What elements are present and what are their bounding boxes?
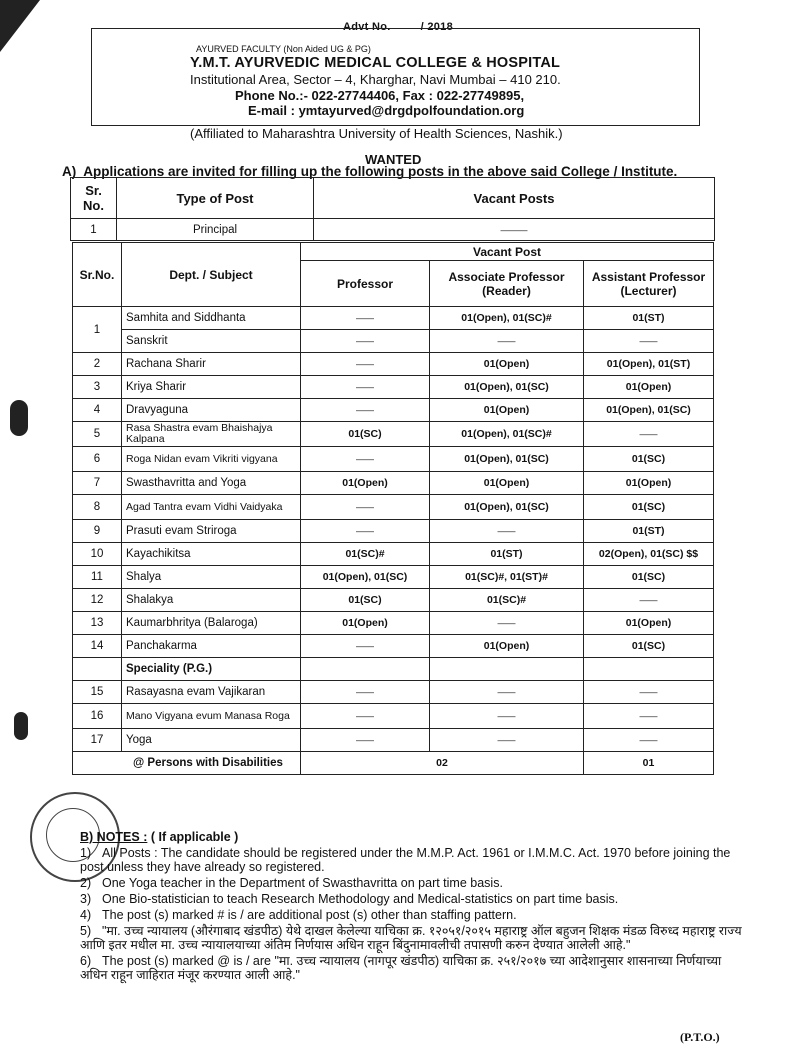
- row-assoc: 01(Open), 01(SC): [430, 376, 584, 399]
- row-asst: [584, 658, 714, 681]
- header-srno: Sr. No.: [71, 178, 117, 219]
- note-text: One Bio-statistician to teach Research Methodology and Medical-statistics on part time basis.: [102, 892, 619, 906]
- row-asst: 01(ST): [584, 307, 714, 330]
- row-dept: Roga Nidan evam Vikriti vigyana: [122, 447, 301, 472]
- note-number: 5): [80, 924, 92, 938]
- row-asst: ——: [584, 704, 714, 729]
- row-asst: 02(Open), 01(SC) $$: [584, 543, 714, 566]
- row-dept: Rasayasna evam Vajikaran: [122, 681, 301, 704]
- header-srno: Sr.No.: [73, 243, 122, 307]
- row-prof: ——: [301, 376, 430, 399]
- pwd-asst: 01: [584, 752, 714, 775]
- row-prof: ——: [301, 330, 430, 353]
- row-prof: ——: [301, 681, 430, 704]
- table-row: [73, 704, 714, 729]
- table-row: [73, 495, 714, 520]
- pwd-row: [73, 752, 714, 775]
- punch-hole-mark: [14, 712, 28, 740]
- note-text: The post (s) marked # is / are additional post (s) other than staffing pattern.: [102, 908, 517, 922]
- row-assoc: 01(Open), 01(SC)#: [430, 422, 584, 447]
- note-text: One Yoga teacher in the Department of Swasthavritta on part time basis.: [102, 876, 503, 890]
- row-asst: 01(Open): [584, 612, 714, 635]
- header-vacant-posts: Vacant Posts: [314, 178, 715, 219]
- row-sr: [73, 658, 122, 681]
- row-prof: 01(SC): [301, 422, 430, 447]
- row-asst: 01(ST): [584, 520, 714, 543]
- note-number: 2): [80, 876, 92, 890]
- note-text: All Posts : The candidate should be registered under the M.M.P. Act. 1961 or I.M.M.C. Act. 1970 before joining the post unless they have already so registered.: [80, 846, 731, 874]
- note-item: [80, 892, 750, 906]
- header-vacant-post: Vacant Post: [301, 243, 714, 261]
- row-sr: 6: [73, 447, 122, 472]
- college-phone: Phone No.:- 022-27744406, Fax : 022-27749895,: [235, 88, 525, 103]
- row-assoc: 01(Open), 01(SC): [430, 495, 584, 520]
- row-dept: Shalya: [122, 566, 301, 589]
- row-prof: ——: [301, 307, 430, 330]
- row-asst: ——: [584, 681, 714, 704]
- row-prof: 01(SC): [301, 589, 430, 612]
- row-dept: Yoga: [122, 729, 301, 752]
- wanted-heading: WANTED: [365, 152, 422, 167]
- table-row: [73, 729, 714, 752]
- row-asst: ——: [584, 589, 714, 612]
- row-prof: 01(Open): [301, 472, 430, 495]
- advt-number: Advt No. / 2018: [343, 21, 454, 33]
- row-asst: 01(SC): [584, 447, 714, 472]
- row-sr: 11: [73, 566, 122, 589]
- row-sr: 15: [73, 681, 122, 704]
- row-sr: 9: [73, 520, 122, 543]
- note-number: 1): [80, 846, 92, 860]
- row-assoc: 01(Open): [430, 472, 584, 495]
- row-assoc: ——: [430, 330, 584, 353]
- table-row: [73, 422, 714, 447]
- note-item: [80, 954, 750, 982]
- principal-table: [70, 177, 715, 241]
- faculty-line: AYURVED FACULTY (Non Aided UG & PG): [196, 44, 371, 54]
- row-dept: Panchakarma: [122, 635, 301, 658]
- note-item: [80, 908, 750, 922]
- row-asst: 01(Open): [584, 376, 714, 399]
- section-a-heading: A) Applications are invited for filling up the following posts in the above said College / Institute.: [62, 164, 678, 179]
- college-address: Institutional Area, Sector – 4, Kharghar, Navi Mumbai – 410 210.: [190, 72, 561, 87]
- table-row: [73, 447, 714, 472]
- table-row: [73, 543, 714, 566]
- row-asst: 01(SC): [584, 566, 714, 589]
- row-assoc: 01(Open), 01(SC)#: [430, 307, 584, 330]
- table-row: [73, 589, 714, 612]
- affiliation-line: (Affiliated to Maharashtra University of Health Sciences, Nashik.): [190, 126, 563, 141]
- punch-hole-mark: [10, 400, 28, 436]
- row-asst: 01(Open), 01(ST): [584, 353, 714, 376]
- row-sr: 14: [73, 635, 122, 658]
- row-prof: ——: [301, 447, 430, 472]
- row-sr: 2: [73, 353, 122, 376]
- row-assoc: ——: [430, 612, 584, 635]
- row-assoc: [430, 658, 584, 681]
- principal-vacant: ———: [314, 219, 715, 241]
- table-row: [73, 472, 714, 495]
- row-prof: ——: [301, 635, 430, 658]
- row-dept: Kriya Sharir: [122, 376, 301, 399]
- row-sr: 5: [73, 422, 122, 447]
- row-assoc: ——: [430, 681, 584, 704]
- header-dept: Dept. / Subject: [122, 243, 301, 307]
- row-asst: ——: [584, 330, 714, 353]
- header-professor: Professor: [301, 261, 430, 307]
- table-row: [73, 658, 714, 681]
- row-sr: 13: [73, 612, 122, 635]
- row-asst: 01(Open), 01(SC): [584, 399, 714, 422]
- note-item: [80, 924, 750, 952]
- row-dept: Sanskrit: [122, 330, 301, 353]
- row-prof: ——: [301, 353, 430, 376]
- note-text: "मा. उच्च न्यायालय (औरंगाबाद खंडपीठ) येथे दाखल केलेल्या याचिका क्र. १२०५१/२०१५ महाराष्ट्र ऑल बहुजन शिक्षक मंडळ विरुध्द महाराष्ट्र राज्य आणि इतर मधील मा. उच्च न्यायालयाच्या अंतिम निर्णयास अधिन राहून बिंदुनामावलीची तपासणी करुन देण्यात आलेली आहे.": [80, 924, 742, 952]
- table-row: [73, 399, 714, 422]
- row-assoc: 01(ST): [430, 543, 584, 566]
- header-assistant-professor: Assistant Professor (Lecturer): [584, 261, 714, 307]
- row-assoc: 01(Open): [430, 399, 584, 422]
- row-asst: ——: [584, 729, 714, 752]
- note-item: [80, 846, 750, 874]
- pwd-label: @ Persons with Disabilities: [73, 752, 301, 775]
- row-assoc: 01(Open), 01(SC): [430, 447, 584, 472]
- row-asst: 01(Open): [584, 472, 714, 495]
- row-assoc: ——: [430, 520, 584, 543]
- header-type-of-post: Type of Post: [117, 178, 314, 219]
- note-number: 6): [80, 954, 92, 968]
- row-prof: 01(SC)#: [301, 543, 430, 566]
- row-sr: 10: [73, 543, 122, 566]
- note-text: The post (s) marked @ is / are "मा. उच्च न्यायालय (नागपूर खंडपीठ) याचिका क्र. २५१/२०१७ च्या आदेशानुसार शासनाच्या निर्णयाच्या अधिन राहून जाहिरात मंजूर करण्यात आली आहे.": [80, 954, 722, 982]
- row-dept: Samhita and Siddhanta: [122, 307, 301, 330]
- row-assoc: ——: [430, 704, 584, 729]
- table-row: [73, 612, 714, 635]
- row-dept: Kaumarbhritya (Balaroga): [122, 612, 301, 635]
- principal-label: Principal: [117, 219, 314, 241]
- row-sr: 17: [73, 729, 122, 752]
- row-prof: 01(Open): [301, 612, 430, 635]
- row-dept: Dravyaguna: [122, 399, 301, 422]
- row-prof: ——: [301, 729, 430, 752]
- row-asst: 01(SC): [584, 495, 714, 520]
- row-dept: Mano Vigyana evum Manasa Roga: [122, 704, 301, 729]
- row-assoc: 01(SC)#: [430, 589, 584, 612]
- notes-heading: B) NOTES : ( If applicable ): [80, 830, 239, 844]
- header-associate-professor: Associate Professor (Reader): [430, 261, 584, 307]
- college-email: E-mail : ymtayurved@drgdpolfoundation.org: [248, 103, 525, 118]
- notes-section: [80, 830, 750, 982]
- table-row: [73, 520, 714, 543]
- table-row: [73, 566, 714, 589]
- note-item: [80, 876, 750, 890]
- note-number: 3): [80, 892, 92, 906]
- row-assoc: ——: [430, 729, 584, 752]
- college-title: Y.M.T. AYURVEDIC MEDICAL COLLEGE & HOSPITAL: [190, 55, 561, 71]
- table-row: [73, 681, 714, 704]
- table-row: [73, 353, 714, 376]
- row-sr: 16: [73, 704, 122, 729]
- vacancy-table: [72, 242, 714, 775]
- table-row: [73, 635, 714, 658]
- principal-sr: 1: [71, 219, 117, 241]
- table-row: [73, 330, 714, 353]
- table-row: [73, 307, 714, 330]
- row-assoc: 01(Open): [430, 353, 584, 376]
- row-dept: Kayachikitsa: [122, 543, 301, 566]
- row-asst: 01(SC): [584, 635, 714, 658]
- pto-label: (P.T.O.): [680, 1030, 720, 1044]
- row-sr: 1: [73, 307, 122, 353]
- row-dept: Prasuti evam Striroga: [122, 520, 301, 543]
- row-dept: Shalakya: [122, 589, 301, 612]
- row-prof: ——: [301, 495, 430, 520]
- row-dept: Agad Tantra evam Vidhi Vaidyaka: [122, 495, 301, 520]
- row-prof: ——: [301, 704, 430, 729]
- row-dept: Swasthavritta and Yoga: [122, 472, 301, 495]
- row-prof: 01(Open), 01(SC): [301, 566, 430, 589]
- row-sr: 7: [73, 472, 122, 495]
- row-sr: 8: [73, 495, 122, 520]
- pwd-assoc: 02: [301, 752, 584, 775]
- row-dept: Rachana Sharir: [122, 353, 301, 376]
- row-dept: Speciality (P.G.): [122, 658, 301, 681]
- row-sr: 12: [73, 589, 122, 612]
- row-sr: 3: [73, 376, 122, 399]
- table-row: [73, 376, 714, 399]
- row-asst: ——: [584, 422, 714, 447]
- row-prof: ——: [301, 520, 430, 543]
- scan-corner-shadow: [0, 0, 40, 52]
- row-prof: ——: [301, 399, 430, 422]
- row-prof: [301, 658, 430, 681]
- row-assoc: 01(SC)#, 01(ST)#: [430, 566, 584, 589]
- note-number: 4): [80, 908, 92, 922]
- row-sr: 4: [73, 399, 122, 422]
- row-dept: Rasa Shastra evam Bhaishajya Kalpana: [122, 422, 301, 447]
- row-assoc: 01(Open): [430, 635, 584, 658]
